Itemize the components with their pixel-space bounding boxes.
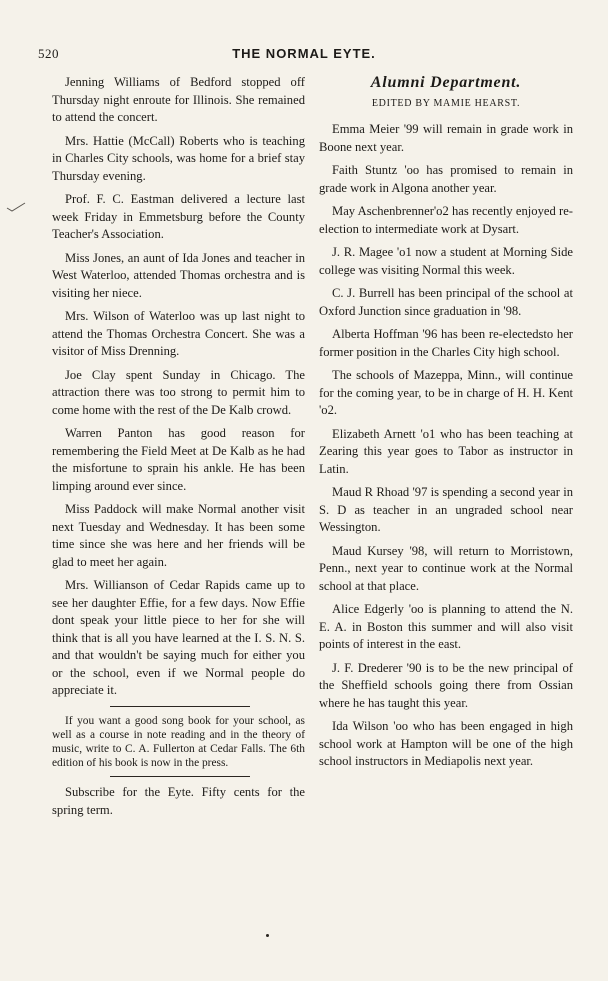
left-column <box>52 74 305 825</box>
alumni-item: Ida Wilson 'oo who has been engaged in high school work at Hampton will be one of the high school instructors in Mediapolis next year. <box>319 719 573 768</box>
alumni-item: Emma Meier '99 will remain in grade work in Boone next year. <box>319 122 573 154</box>
right-column <box>319 74 573 777</box>
news-item: Miss Paddock will make Normal another visit next Tuesday and Wednesday. It has been some time since she was here and her friends will be glad to meet her again. <box>52 502 305 569</box>
news-item: Prof. F. C. Eastman delivered a lecture last week Friday in Emmetsburg before the County Teacher's Association. <box>52 192 305 241</box>
alumni-item: Elizabeth Arnett 'o1 who has been teaching at Zearing this year goes to Tabor as instructor in Latin. <box>319 426 573 476</box>
news-item: Mrs. Willianson of Cedar Rapids came up to see her daughter Effie, for a few days. Now Effie dont speak your little piece to her for she will think that is all you have learned at the I. S. N. S. and that wouldn't be saying much for either you or the school, even if we Normal people do appreciate it. <box>52 578 305 697</box>
alumni-item: Faith Stuntz 'oo has promised to remain in grade work in Algona another year. <box>319 163 573 195</box>
subscribe-notice: Subscribe for the Eyte. Fifty cents for the spring term. <box>52 785 305 817</box>
alumni-item: May Aschenbrenner'o2 has recently enjoyed re-election to intermediate work at Dysart. <box>319 204 573 236</box>
news-item: Mrs. Wilson of Waterloo was up last night to attend the Thomas Orchestra Concert. She was a visitor of Miss Drenning. <box>52 309 305 358</box>
pencil-check-mark <box>6 200 26 214</box>
journal-title: THE NORMAL EYTE. <box>232 46 376 61</box>
ink-speck <box>266 934 269 937</box>
divider-rule <box>110 776 250 777</box>
alumni-item: Maud Kursey '98, will return to Morristown, Penn., next year to continue work at the Normal school at that place. <box>319 543 573 593</box>
news-item: Mrs. Hattie (McCall) Roberts who is teaching in Charles City schools, was home for a brief stay Thursday evening. <box>52 133 305 183</box>
alumni-item: Alice Edgerly 'oo is planning to attend the N. E. A. in Boston this summer and will also visit points of interest in the east. <box>319 602 573 651</box>
news-item: Warren Panton has good reason for remembering the Field Meet at De Kalb as he had the misfortune to sprain his ankle. He has been limping around ever since. <box>52 426 305 493</box>
divider-rule <box>110 706 250 707</box>
alumni-item: J. F. Drederer '90 is to be the new principal of the Sheffield schools going there from Ossian where he has taught this year. <box>319 660 573 710</box>
news-item: Joe Clay spent Sunday in Chicago. The attraction there was too strong to permit him to come home with the rest of the De Kalb crowd. <box>52 367 305 417</box>
news-item: Jenning Williams of Bedford stopped off Thursday night enroute for Illinois. She remained to attend the concert. <box>52 75 305 124</box>
news-item: Miss Jones, an aunt of Ida Jones and teacher in West Waterloo, attended Thomas orchestra and is visiting her niece. <box>52 250 305 300</box>
alumni-item: J. R. Magee 'o1 now a student at Morning Side college was visiting Normal this week. <box>319 245 573 277</box>
alumni-item: The schools of Mazeppa, Minn., will continue for the coming year, to be in charge of H. H. Kent 'o2. <box>319 368 573 417</box>
department-editor: EDITED BY MAMIE HEARST. <box>371 97 521 109</box>
alumni-item: Alberta Hoffman '96 has been re-electedsto her former position in the Charles City high school. <box>319 327 573 359</box>
page-number: 520 <box>38 46 59 61</box>
alumni-item: C. J. Burrell has been principal of the school at Oxford Junction since graduation in '98. <box>319 286 573 318</box>
song-book-notice: If you want a good song book for your school, as well as a course in note reading and in the theory of music, write to C. A. Fullerton at Cedar Falls. The 6th edition of his book is now in the press. <box>52 714 305 770</box>
alumni-item: Maud R Rhoad '97 is spending a second year in S. D as teacher in an ungraded school near Wessington. <box>319 485 573 534</box>
department-title: Alumni Department. <box>370 74 522 91</box>
